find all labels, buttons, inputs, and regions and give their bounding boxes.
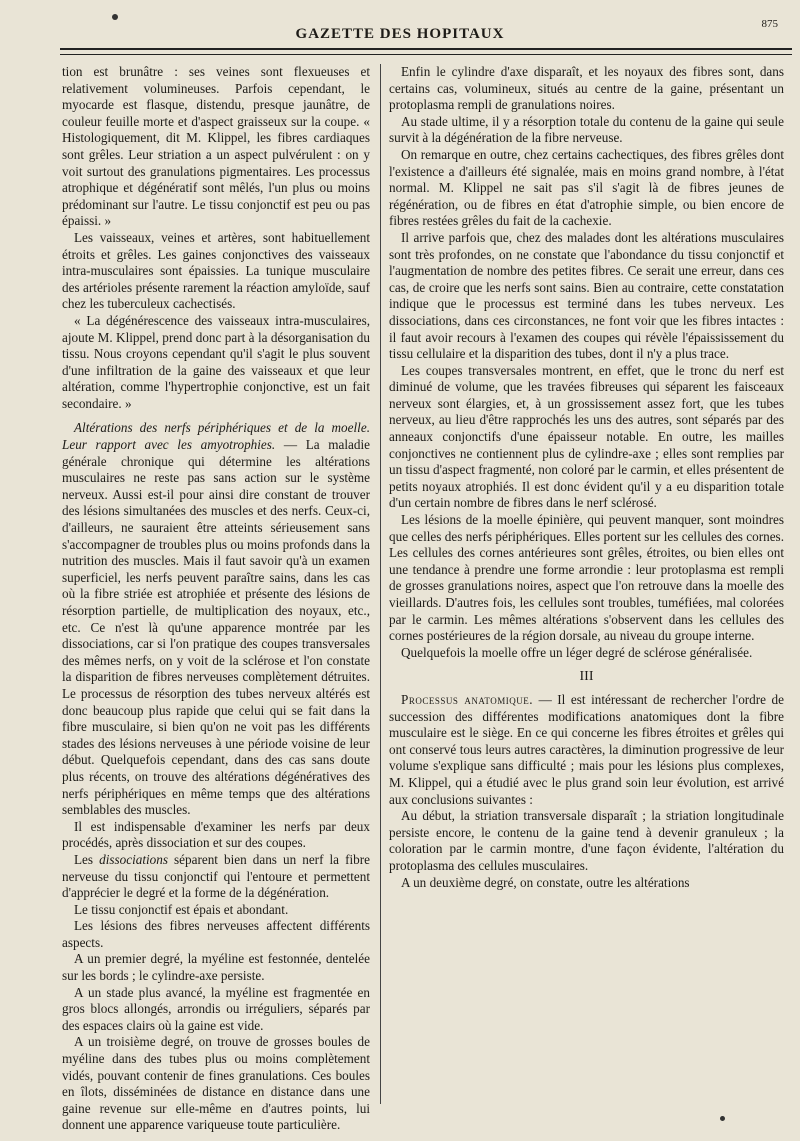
paragraph: A un deuxième degré, on constate, outre les altérations	[401, 874, 690, 890]
header-rule-thin	[60, 54, 792, 55]
page-number: 875	[761, 18, 778, 30]
paragraph: « La dégénérescence des vaisseaux intra-musculaires, ajoute M. Klippel, prend donc part à la désorganisation du tissu. Nous croyons cependant qu'il s'agit le plus souvent d'une infiltration de la gaine des vaisseaux et que leur altération, comme l'hypertrophie conjonctive, est un fait secondaire. »	[62, 312, 370, 411]
right-column	[389, 64, 784, 891]
paragraph: Les lésions de la moelle épinière, qui peuvent manquer, sont moindres que celles des nerfs périphériques. Elles portent sur les cellules des cornes. Les cellules des cornes antérieures sont grêles, étroites, ou bien elles ont une tendance à prendre une forme arrondie : leur protoplasma est rempli de grosses granulations noires, aspect que l'on retrouve dans la moelle des vieillards. D'autres fois, les cellules sont troubles, tuméfiées, mal colorées par le carmin. Les mêmes altérations s'observent dans les cellules des cornes postérieures de la région dorsale, au niveau du groupe interne.	[389, 512, 784, 644]
paragraph: Au stade ultime, il y a résorption totale du contenu de la gaine qui seule survit à la dégénération de la fibre nerveuse.	[389, 113, 784, 146]
section-number: III	[579, 669, 594, 685]
paragraph: Les lésions des fibres nerveuses affectent différents aspects.	[62, 918, 370, 950]
paragraph	[62, 852, 370, 902]
column-separator	[380, 64, 381, 1104]
paragraph-body: — Il est intéressant de rechercher l'ordre de succession des différentes modifications anatomiques dont la fibre musculaire est le siège. En ce qui concerne les fibres étroites et grêles qui ont conservé tous leurs autres caractères, la diminution progressive de leur volume s'explique sans difficulté ; mais pour les lésions plus complexes, M. Klippel, qui a étudié avec le plus grand soin leur évolution, est arrivé aux conclusions suivantes :	[389, 691, 784, 807]
header-rule-thick	[60, 48, 792, 50]
paragraph: Enfin le cylindre d'axe disparaît, et les noyaux des fibres sont, dans certains cas, volumineux, situés au centre de la gaine, présentant un protoplasma rempli de granulations noires.	[389, 64, 784, 113]
paragraph: Quelquefois la moelle offre un léger degré de sclérose généralisée.	[401, 644, 753, 660]
paragraph	[62, 420, 370, 818]
journal-title: GAZETTE DES HOPITAUX	[295, 26, 505, 42]
paragraph: Il arrive parfois que, chez des malades dont les altérations musculaires sont très profondes, on ne constate que l'abondance du tissu conjonctif et l'augmentation de nombre des petites fibres. Ce serait une erreur, dans ces cas, de croire que les nerfs sont sains. Bien au contraire, cette constatation indique que le processus est terminé dans les tubes nerveux. Les dissociations, dans ces circonstances, ne font voir que les fibres intactes : il faut avoir recours à l'examen des coupes qui révèle l'épaississement du tissu cellulaire et la disparition des tubes, dont il n'y a plus trace.	[389, 229, 784, 362]
paragraph: Le tissu conjonctif est épais et abondant.	[74, 901, 289, 917]
text-run: séparent bien dans un nerf la fibre nerveuse du tissu conjonctif qui l'entoure et permettent d'apprécier le degré et la forme de la dégénération.	[62, 851, 370, 901]
paragraph: Les coupes transversales montrent, en effet, que le tronc du nerf est diminué de volume, que les travées fibreuses qui séparent les faisceaux nerveux sont élargies, et, à un grossissement assez fort, que les tubes nerveux, au lieu d'être rapprochés les uns des autres, sont séparés par des anneaux conjonctifs d'une épaisseur notable. En outre, les mailles conjonctives ne contiennent plus de cylindre-axe ; elles sont remplies par un tissu d'aspect fragmenté, non coloré par le carmin, et elles présentent de petits noyaux atrophiés. Il est donc évident qu'il y a eu disparition totale d'un certain nombre de fibres dans le nerf sclérosé.	[389, 362, 784, 511]
paragraph	[389, 692, 784, 808]
paragraph: Il est indispensable d'examiner les nerfs par deux procédés, après dissociation et sur des coupes.	[62, 818, 370, 851]
emphasis: dissociations	[99, 851, 168, 867]
paragraph-body: — La maladie générale chronique qui détermine les altérations musculaires ne reste pas sans action sur le système nerveux. Aussi est-il pour ainsi dire constant de trouver des lésions simultanées des muscles et des nerfs. Ceux-ci, d'ailleurs, ne sauraient être atteints sérieusement sans s'accompagner de troubles plus ou moins profonds dans la nutrition des muscles. Mais il faut savoir qu'à un examen superficiel, les nerfs peuvent paraître sains, dans les cas où la fibre striée est atrophiée et présente des lésions de résorption partielle, de multiplication des noyaux, etc., etc. Ce n'est là qu'une apparence montrée par les dissociations, car si l'on pratique des coupes transversales des mêmes nerfs, on y voit de la sclérose et l'on constate la disparition de fibres nerveuses complètement détruites. Le processus de résorption des tubes nerveux altérés est donc beaucoup plus rapide que celui qui se fait dans la fibre musculaire, si bien qu'on ne voit pas les différents stades des lésions nerveuses à une période voisine de leur début. Quelquefois cependant, dans des cas sans doute plus récents, on trouve des altérations dégénératives des nerfs périphériques en même temps que des altérations semblables des muscles.	[62, 437, 370, 818]
paragraph: A un troisième degré, on trouve de grosses boules de myéline dans des tubes plus ou moins complètement vidés, pouvant contenir de fines granulations. Ces boules en îlots, disséminées de distance en distance dans une gaine revenue sur elle-même en d'autres points, lui donnent une apparence variqueuse toute particulière.	[62, 1034, 370, 1133]
text-run: Les	[74, 851, 100, 867]
paragraph: A un premier degré, la myéline est festonnée, dentelée sur les bords ; le cylindre-axe persiste.	[62, 951, 370, 984]
paragraph: On remarque en outre, chez certains cachectiques, des fibres grêles dont l'existence a d'ailleurs été signalée, mais en moins grand nombre, à l'état normal. M. Klippel ne sait pas s'il s'agit là de fibres jeunes de régénération, ou de fibres en état d'atrophie simple, ou bien encore de fibres restées grêles du fait de la cachexie.	[389, 146, 784, 229]
paragraph: Au début, la striation transversale disparaît ; la striation longitudinale persiste encore, le contenu de la gaine tend à devenir granuleux ; la coloration par le carmin montre, d'une façon évidente, l'altération du protoplasma des cellules musculaires.	[389, 808, 784, 873]
paragraph-heading: Altérations des nerfs périphériques et de la moelle. Leur rapport avec les amyotrophies.	[62, 420, 370, 453]
left-column	[62, 64, 370, 1134]
paragraph-heading: Processus anatomique.	[401, 691, 534, 707]
paragraph: Les vaisseaux, veines et artères, sont habituellement étroits et grêles. Les gaines conjonctives des vaisseaux intra-musculaires sont épaissies. La tunique musculaire des artérioles présente rarement la réaction amyloïde, sauf chez les tuberculeux cachectisés.	[62, 229, 370, 312]
paragraph: A un stade plus avancé, la myéline est fragmentée en gros blocs allongés, arrondis ou irréguliers, séparés par des espaces clairs où la gaine est vide.	[62, 984, 370, 1033]
page-header	[0, 10, 800, 50]
paragraph: tion est brunâtre : ses veines sont flexueuses et relativement volumineuses. Parfois cependant, le myocarde est flasque, distendu, presque jaunâtre, de couleur feuille morte et d'aspect graisseux sur la coupe. « Histologiquement, dit M. Klippel, les fibres cardiaques sont grêles. Leur striation a un aspect pulvérulent : on y voit surtout des granulations pigmentaires. Les processus atrophique et dégénératif sont mêlés, l'un plus ou moins prédominant sur l'autre. Le tissu conjonctif est peu ou pas épaissi. »	[62, 64, 370, 229]
print-speck	[720, 1116, 725, 1121]
